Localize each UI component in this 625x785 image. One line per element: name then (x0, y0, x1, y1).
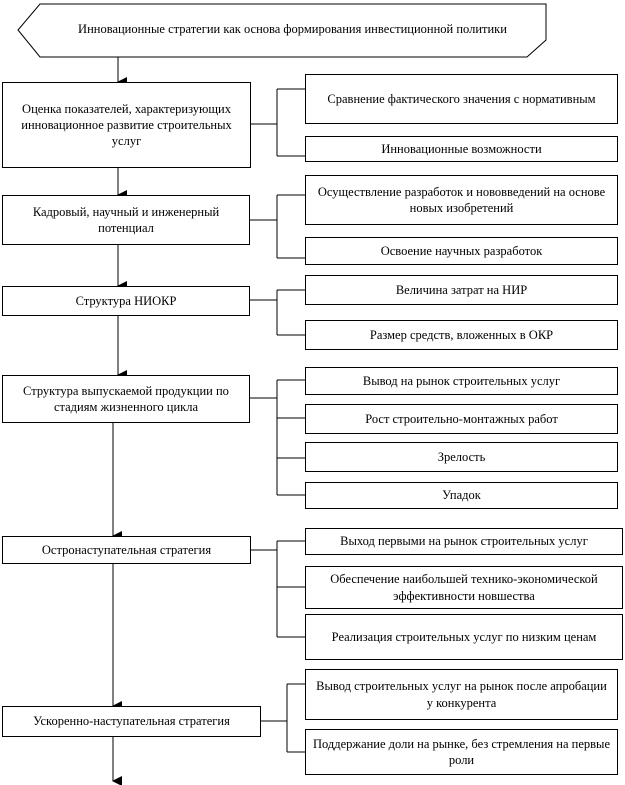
side-box-mastering: Освоение научных разработок (305, 237, 618, 265)
main-box-niokr: Структура НИОКР (2, 286, 250, 316)
side-box-low-prices: Реализация строительных услуг по низким ценам (305, 614, 623, 660)
main-box-lifecycle: Структура выпускаемой продукции по стадиям жизненного цикла (2, 375, 250, 423)
side-box-after-approbation: Вывод строительных услуг на рынок после апробации у конкурента (305, 669, 618, 720)
side-box-nir-costs: Величина затрат на НИР (305, 275, 618, 305)
side-box-comparison: Сравнение фактического значения с нормативным (305, 74, 618, 124)
main-box-potential: Кадровый, научный и инженерный потенциал (2, 195, 250, 245)
side-box-innovation-opportunities: Инновационные возможности (305, 136, 618, 162)
side-box-efficiency: Обеспечение наибольшей технико-экономической эффективности новшества (305, 566, 623, 609)
main-box-accelerated-strategy: Ускоренно-наступательная стратегия (2, 706, 261, 737)
side-box-okr-funds: Размер средств, вложенных в ОКР (305, 320, 618, 350)
main-box-indicators: Оценка показателей, характеризующих инновационное развитие строительных услуг (2, 82, 251, 168)
side-box-market-entry: Вывод на рынок строительных услуг (305, 367, 618, 395)
main-box-aggressive-strategy: Остронаступательная стратегия (2, 536, 251, 564)
side-box-decline: Упадок (305, 482, 618, 509)
diagram-title: Инновационные стратегии как основа формирования инвестиционной политики (78, 21, 507, 36)
side-box-developments: Осуществление разработок и нововведений на основе новых изобретений (305, 175, 618, 225)
side-box-maturity: Зрелость (305, 442, 618, 472)
side-box-market-share: Поддержание доли на рынке, без стремления на первые роли (305, 729, 618, 775)
side-box-growth: Рост строительно-монтажных работ (305, 404, 618, 434)
side-box-first-to-market: Выход первыми на рынок строительных услуг (305, 528, 623, 555)
